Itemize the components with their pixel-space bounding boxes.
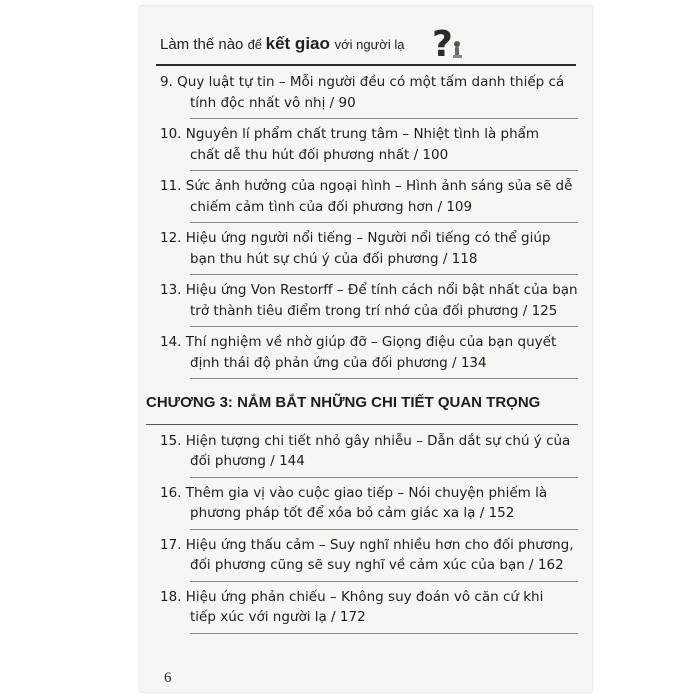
toc-entry-divider xyxy=(190,222,578,223)
toc-entry-line: 14. Thí nghiệm về nhờ giúp đỡ – Giọng điệu của bạn quyết xyxy=(160,334,557,350)
toc-entry-divider xyxy=(190,633,578,634)
table-of-contents xyxy=(146,72,578,639)
book-page xyxy=(140,6,592,692)
toc-entry-line: tiếp xúc với người lạ / 172 xyxy=(190,609,366,625)
toc-entry xyxy=(160,483,578,530)
toc-section-top xyxy=(160,72,578,379)
header-divider xyxy=(156,64,576,66)
toc-entry-divider xyxy=(190,326,578,327)
toc-entry-line: định thái độ phản ứng của đối phương / 134 xyxy=(190,354,487,371)
toc-entry-line: tính độc nhất vô nhị / 90 xyxy=(190,94,356,111)
toc-entry-line: bạn thu hút sự chú ý của đối phương / 118 xyxy=(190,250,478,267)
toc-entry xyxy=(160,176,578,223)
toc-entry-line: 15. Hiện tượng chi tiết nhỏ gây nhiễu – Dẫn dắt sự chú ý của xyxy=(160,432,571,449)
toc-entry-line: trở thành tiêu điểm trong trí nhớ của đối phương / 125 xyxy=(190,302,558,319)
toc-entry-divider xyxy=(190,274,578,275)
toc-entry xyxy=(160,587,578,634)
toc-entry-line: 12. Hiệu ứng người nổi tiếng – Người nổi tiếng có thể giúp xyxy=(160,230,551,246)
toc-entry-divider xyxy=(190,581,578,582)
toc-entry-line: 18. Hiệu ứng phản chiếu – Không suy đoán vô căn cứ khi xyxy=(160,588,544,605)
header-title-part: kết giao xyxy=(265,34,335,53)
toc-entry-line: đối phương cũng sẽ suy nghĩ về cảm xúc của bạn / 162 xyxy=(190,557,564,573)
page-number: 6 xyxy=(164,670,172,686)
toc-entry-line: phương pháp tốt để xóa bỏ cảm giác xa lạ / 152 xyxy=(190,505,515,521)
toc-entry-line: 16. Thêm gia vị vào cuộc giao tiếp – Nói chuyện phiếm là xyxy=(160,484,548,501)
toc-entry-line: 13. Hiệu ứng Von Restorff – Để tính cách nổi bật nhất của bạn xyxy=(160,282,578,298)
header-title-part: Làm thế nào xyxy=(160,36,248,53)
toc-entry-divider xyxy=(190,170,578,171)
toc-entry-divider xyxy=(190,529,578,530)
toc-entry-line: 17. Hiệu ứng thấu cảm – Suy nghĩ nhiều hơn cho đối phương, xyxy=(160,536,574,553)
toc-entry xyxy=(160,72,578,119)
chapter-heading: CHƯƠNG 3: NẮM BẮT NHỮNG CHI TIẾT QUAN TRỌNG xyxy=(146,394,541,411)
toc-section-bottom xyxy=(160,431,578,634)
toc-entry xyxy=(160,431,578,478)
toc-entry-divider xyxy=(190,477,578,478)
toc-entry-line: chiếm cảm tình của đối phương hơn / 109 xyxy=(190,198,473,215)
running-header-title xyxy=(160,34,404,54)
toc-entry xyxy=(160,332,578,379)
toc-entry-line: 9. Quy luật tự tin – Mỗi người đều có một tấm danh thiếp cá xyxy=(160,74,565,90)
svg-text:?: ? xyxy=(432,24,453,62)
toc-entry xyxy=(160,280,578,327)
question-mark-figure-icon xyxy=(426,22,466,62)
toc-entry-line: chất dễ thu hút đối phương nhất / 100 xyxy=(190,146,449,163)
toc-entry-divider xyxy=(190,118,578,119)
toc-entry-line: 11. Sức ảnh hưởng của ngoại hình – Hình ảnh sáng sủa sẽ dễ xyxy=(160,178,573,194)
chapter-divider xyxy=(146,424,578,425)
toc-entry-line: 10. Nguyên lí phẩm chất trung tâm – Nhiệt tình là phẩm xyxy=(160,126,540,142)
toc-entry xyxy=(160,228,578,275)
toc-entry xyxy=(160,535,578,582)
header-title-part: để xyxy=(247,37,266,52)
toc-entry xyxy=(160,124,578,171)
toc-entry-divider xyxy=(190,378,578,379)
header-title-part: với người lạ xyxy=(334,37,405,52)
running-header xyxy=(160,22,580,62)
toc-entry-line: đối phương / 144 xyxy=(190,453,305,469)
